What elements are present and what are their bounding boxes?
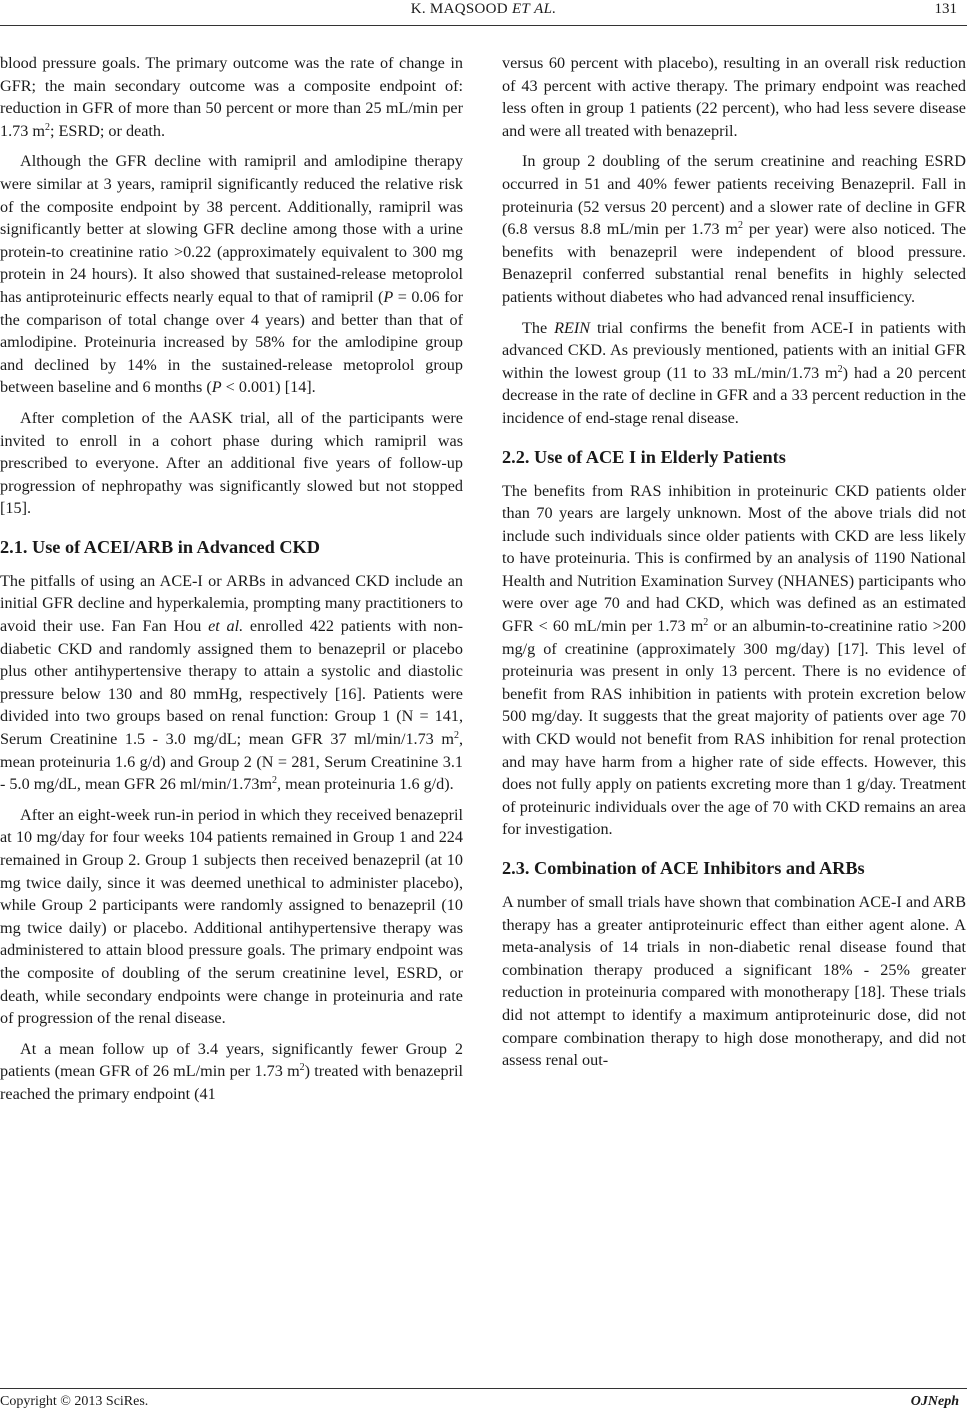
paragraph: versus 60 percent with placebo), resulting in an overall risk reduction of 43 percent with active therapy. The primary endpoint was reached less often in group 1 patients (22 percent), who had less severe disease and were all treated with benazepril. bbox=[502, 54, 966, 140]
header-rule bbox=[0, 25, 967, 26]
section-heading-2-3: 2.3. Combination of ACE Inhibitors and ARBs bbox=[502, 858, 865, 878]
copyright-notice: Copyright © 2013 SciRes. bbox=[0, 1394, 149, 1409]
paragraph: The benefits from RAS inhibition in proteinuric CKD patients older than 70 years are largely unknown. Most of the above trials did not include such individuals since older patients with CKD are less likely to have proteinuria. This is confirmed by an analysis of 1190 National Health and Nutrition Examination Survey (NHANES) participants who were over age 70 and had CKD, which was defined as an estimated GFR < 60 mL/min per 1.73 $m^2$ or an albumin-to-creatinine ratio >200 mg/g of creatinine (approximately 300 mg/day) [17]. This level of proteinuria was present in only 13 percent. There is no evidence of benefit from RAS inhibition in patients with protein excretion below 500 mg/day. It suggests that the great majority of patients over age 70 with CKD would not benefit from RAS inhibition for renal protection and may have harm from a higher rate of side effects. However, this does not fully apply on patients excreting more than 1 g/day. Treatment of proteinuric individuals over the age of 70 with CKD remains an area for investigation. bbox=[502, 481, 966, 839]
paragraph: After completion of the AASK trial, all of the participants were invited to enroll in a cohort phase during which ramipril was prescribed to everyone. After an additional five years of follow-up progression of nephropathy was significantly slowed but not stopped [15]. bbox=[0, 408, 463, 518]
paragraph: blood pressure goals. The primary outcome was the rate of change in GFR; the main secondary outcome was a composite endpoint of: reduction in GFR of more than 50 percent or more than 25 mL/min per 1.73 $m^2$; ESRD; or death. bbox=[0, 54, 463, 140]
page-number: 131 bbox=[934, 1, 957, 17]
page-header bbox=[0, 0, 967, 22]
paragraph: At a mean follow up of 3.4 years, significantly fewer Group 2 patients (mean GFR of 26 mL/min per 1.73 $m^2$) treated with benazepril reached the primary endpoint (41 bbox=[0, 1039, 464, 1103]
running-head-authors: K. MAQSOOD bbox=[410, 1, 508, 17]
running-head-et: ET bbox=[511, 1, 531, 17]
running-head-al: AL. bbox=[534, 1, 557, 17]
paragraph: The pitfalls of using an ACE-I or ARBs in advanced CKD include an initial GFR decline and hyperkalemia, prompting many practitioners to avoid their use. Fan Fan Hou et al. enrolled 422 patients with non-diabetic CKD and randomly assigned them to benazepril or placebo plus other antihypertensive therapy to attain a systolic and diastolic pressure below 130 and 80 mmHg, respectively [16]. Patients were divided into two groups based on renal function: Group 1 (N = 141, Serum Creatinine 1.5 - 3.0 mg/dL; mean GFR 37 ml/min/1.73 $m^2$, mean proteinuria 1.6 g/d) and Group 2 (N = 281, Serum Creatinine 3.1 - 5.0 mg/dL, mean GFR 26 $ml/\min/1.73m^2$, mean proteinuria 1.6 g/d). bbox=[0, 571, 463, 794]
journal-name: OJNeph bbox=[910, 1394, 959, 1409]
left-column bbox=[0, 52, 463, 1114]
footer-rule bbox=[0, 1388, 967, 1389]
paragraph: The REIN trial confirms the benefit from ACE-I in patients with advanced CKD. As previously mentioned, patients with an initial GFR within the lowest group (11 to 33 mL/min/1.73 $m^2$) had a 20 percent decrease in the rate of decline in GFR and a 33 percent reduction in the incidence of end-stage renal disease. bbox=[502, 318, 966, 427]
paragraph: After an eight-week run-in period in which they received benazepril at 10 mg/day for four weeks 104 patients remained in Group 1 and 224 remained in Group 2. Group 1 subjects then received benazepril (at 10 mg twice daily, since it was deemed unethical to administer placebo), while Group 2 participants were randomly assigned to benazepril (10 mg twice daily) or placebo. Additional antihypertensive therapy was administered to attain blood pressure goals. The primary endpoint was the composite of doubling of the serum creatinine level, ESRD, or death, while secondary endpoints were change in proteinuria and rate of progression of the renal disease. bbox=[0, 805, 463, 1028]
paragraph: A number of small trials have shown that combination ACE-I and ARB therapy has a greater antiproteinuric effect than either agent alone. A meta-analysis of 14 trials in non-diabetic renal disease found that combination therapy produced a significant 18% - 25% greater reduction in proteinuria compared with monotherapy [18]. These trials did not attempt to identify a maximum antiproteinuric dose, did not compare combination therapy to high dose monotherapy, and did not assess renal out- bbox=[502, 893, 966, 1070]
right-column bbox=[502, 52, 966, 1080]
paragraph: Although the GFR decline with ramipril and amlodipine therapy were similar at 3 years, ramipril significantly reduced the relative risk of the composite endpoint by 38 percent. Additionally, ramipril was significantly better at slowing GFR decline among those with a urine protein-to creatinine ratio >0.22 (approximately equivalent to 300 mg protein in 24 hours). It also showed that sustained-release metoprolol has antiproteinuric effects nearly equal to that of ramipril (P = 0.06 for the comparison of total change over 4 years) and better than that of amlodipine. Proteinuria increased by 58% for the amlodipine group and declined by 14% in the sustained-release metoprolol group between baseline and 6 months (P < 0.001) [14]. bbox=[0, 152, 464, 397]
paragraph: In group 2 doubling of the serum creatinine and reaching ESRD occurred in 51 and 40% fewer patients receiving Benazepril. Fall in proteinuria (52 versus 20 percent) and a slower rate of decline in GFR (6.8 versus 8.8 mL/min per 1.73 $m^2$ per year) were also noticed. The benefits with benazepril were independent of blood pressure. Benazepril conferred substantial renal benefits in highly selected patients without diabetes who had advanced renal insufficiency. bbox=[502, 152, 966, 306]
section-heading-2-2: 2.2. Use of ACE I in Elderly Patients bbox=[502, 446, 786, 467]
section-heading-2-1: 2.1. Use of ACEI/ARB in Advanced CKD bbox=[0, 536, 320, 557]
running-head bbox=[0, 1, 967, 18]
